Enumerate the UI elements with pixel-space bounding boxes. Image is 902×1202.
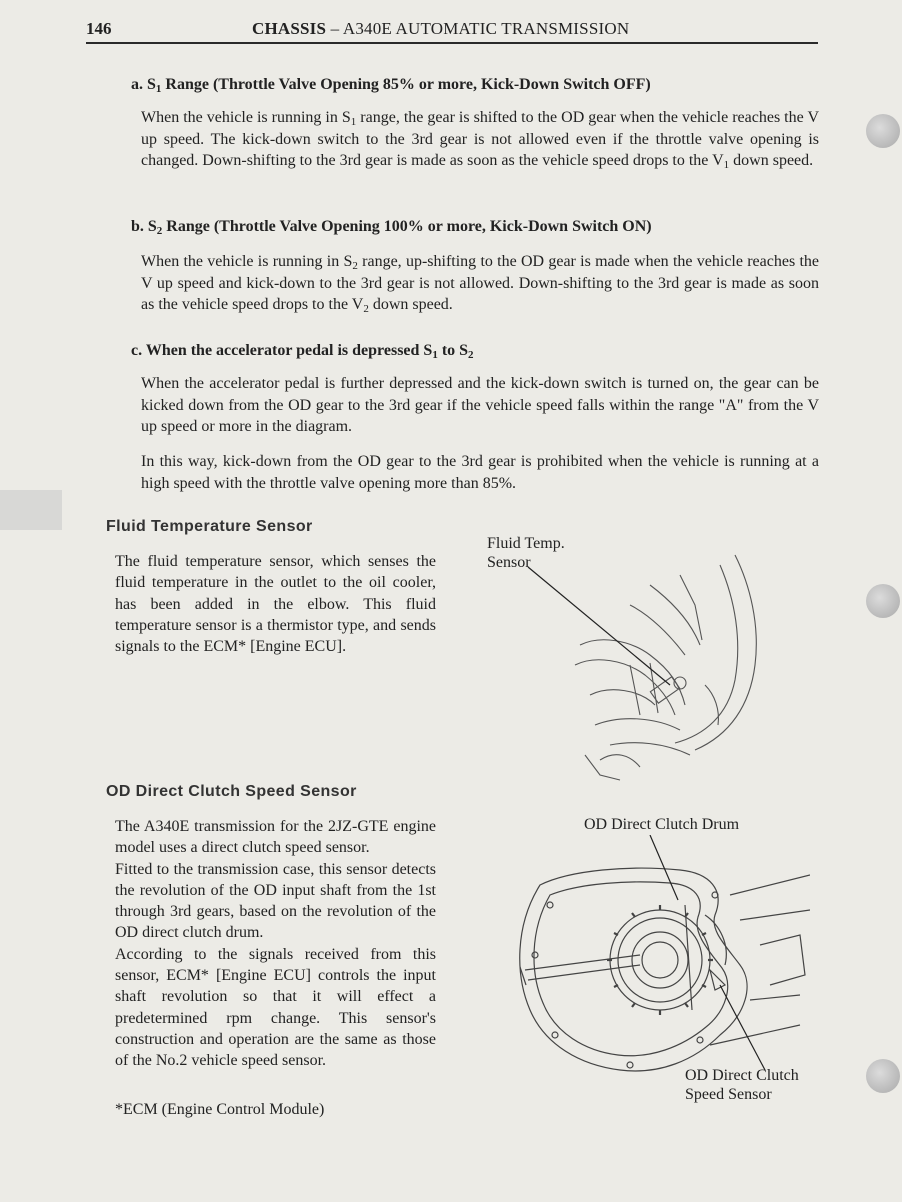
page-number: 146: [86, 19, 112, 38]
binder-hole-middle: [866, 584, 900, 618]
section-c-subscript-1: 1: [432, 349, 438, 361]
running-head-separator: –: [326, 19, 343, 38]
section-b-body-subscript: 2: [352, 260, 358, 272]
od-sensor-heading: OD Direct Clutch Speed Sensor: [106, 783, 357, 800]
od-sensor-paragraph-2: Fitted to the transmission case, this sensor detects the revolution of the OD input shaft from the 1st through 3rd gears, based on the revolution of the OD direct clutch drum.: [115, 860, 436, 942]
section-a-subscript: 1: [155, 83, 162, 95]
section-a-heading: [131, 76, 651, 94]
chapter-subject: A340E AUTOMATIC TRANSMISSION: [342, 19, 630, 38]
binder-hole-top: [866, 114, 900, 148]
section-a-body-text-1: When the vehicle is running in S: [141, 109, 351, 126]
chapter-name: CHASSIS: [252, 19, 327, 38]
section-b-subscript: 2: [156, 225, 163, 237]
section-c-title-1: c. When the accelerator pedal is depressed S: [131, 342, 433, 359]
od-clutch-illustration: [510, 835, 810, 1085]
edge-thumb-tab: [0, 490, 62, 530]
section-b-body: [141, 251, 819, 316]
section-b-heading: [131, 218, 652, 236]
section-b-body-subscript-2: 2: [363, 303, 369, 315]
section-c-title-2: to S: [437, 342, 469, 359]
od-sensor-fig-label-2: Speed Sensor: [685, 1086, 772, 1103]
od-sensor-leader-line: [720, 985, 765, 1070]
section-a-body-subscript: 1: [350, 116, 357, 128]
section-a-letter: a. S: [131, 76, 156, 93]
fluid-temp-heading: Fluid Temperature Sensor: [106, 518, 313, 535]
section-b-body-text-2: range, up-shifting to the OD gear is made when the vehicle reaches the V up speed and kick-down to the 3rd gear is not allowed. Down-shifting to the 3rd gear is made as soon as the vehicle speed drops to the V: [141, 253, 820, 313]
ecm-footnote: *ECM (Engine Control Module): [115, 1101, 325, 1118]
section-b-body-text-3: down speed.: [368, 296, 453, 313]
section-a-body: [141, 107, 819, 172]
fluid-temp-fig-label-2: Sensor: [487, 554, 531, 571]
section-b-letter: b. S: [131, 218, 157, 235]
od-sensor-paragraph-1: The A340E transmission for the 2JZ-GTE engine model uses a direct clutch speed sensor.: [115, 818, 436, 857]
od-sensor-body: [115, 816, 436, 1072]
section-c-body: When the accelerator pedal is further depressed and the kick-down switch is turned on, the gear can be kicked down from the OD gear to the 3rd gear if the vehicle speed falls within the range "A" from the V up speed or more in the diagram.: [141, 375, 819, 435]
section-c-subscript-2: 2: [468, 349, 474, 361]
fluid-temp-leader-line: [528, 567, 670, 685]
header-rule: [86, 42, 818, 44]
section-c-heading: [131, 342, 474, 360]
fluid-temp-body: The fluid temperature sensor, which senses the fluid temperature in the outlet to the oil cooler, has been added in the elbow. This fluid temperature sensor is a thermistor type, and sends signals to the ECM* [Engine ECU].: [115, 553, 436, 656]
fluid-temp-sensor-illustration: [480, 545, 810, 785]
od-sensor-fig-label-1: OD Direct Clutch: [685, 1067, 799, 1084]
section-b-body-text-1: When the vehicle is running in S: [141, 253, 353, 270]
section-a-body-text-3: down speed.: [729, 152, 814, 169]
section-a-body-subscript-2: 1: [723, 159, 730, 171]
section-a-body-text-2: range, the gear is shifted to the OD gear when the vehicle reaches the V up speed. The kick-down switch to the 3rd gear is not allowed even if the throttle valve opening is changed. Down-shifting to the 3rd gear is made as soon as the vehicle speed drops to the V: [141, 109, 820, 169]
fluid-temp-fig-label-1: Fluid Temp.: [487, 535, 565, 552]
section-c-body-2: In this way, kick-down from the OD gear to the 3rd gear is prohibited when the vehicle is running at a high speed with the throttle valve opening more than 85%.: [141, 453, 819, 492]
binder-hole-bottom: [866, 1059, 900, 1093]
running-head: [252, 19, 629, 39]
od-drum-fig-label: OD Direct Clutch Drum: [584, 816, 740, 833]
od-drum-leader-line: [650, 835, 678, 900]
od-sensor-paragraph-3: According to the signals received from this sensor, ECM* [Engine ECU] controls the input shaft revolution so that it will effect a predetermined rpm change. This sensor's construction and operation are the same as those of the No.2 vehicle speed sensor.: [115, 945, 436, 1070]
section-a-title: Range (Throttle Valve Opening 85% or more, Kick-Down Switch OFF): [161, 76, 651, 93]
section-b-title: Range (Throttle Valve Opening 100% or more, Kick-Down Switch ON): [162, 218, 652, 235]
